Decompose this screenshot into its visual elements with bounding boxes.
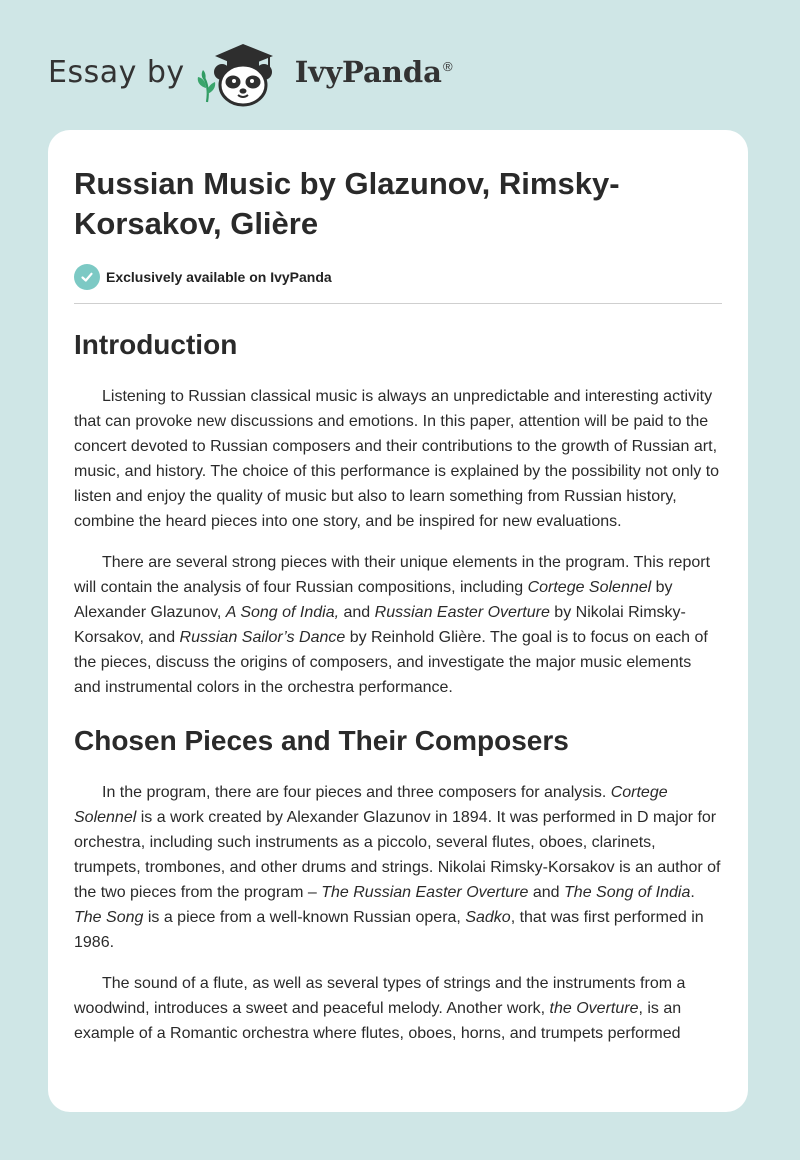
paragraph xyxy=(74,971,722,1046)
site-brand[interactable] xyxy=(48,36,453,108)
text-run: , that was first performed in 1986. xyxy=(74,909,704,951)
italic-title: Russian Easter Overture xyxy=(374,604,550,621)
brand-name: IvyPanda xyxy=(294,55,442,89)
exclusive-badge-label: Exclusively available on IvyPanda xyxy=(106,269,332,285)
italic-title: Russian Sailor’s Dance xyxy=(179,629,346,646)
text-run: by Reinhold Glière. The goal is to focus on each of the pieces, discuss the origins of composers, and investigate the major music elements and instrumental colors in the orchestra performance. xyxy=(74,629,708,696)
text-run: . xyxy=(690,884,695,901)
text-run: is a work created by Alexander Glazunov in 1894. It was performed in D major for orchestra, including such instruments as a piccolo, several flutes, oboes, clarinets, trumpets, trombones, and other drums and strings. Nikolai Rimsky-Korsakov is an author of the two pieces from the program – xyxy=(74,809,721,901)
text-run: In the program, there are four pieces and three composers for analysis. xyxy=(102,784,611,801)
italic-title: Sadko xyxy=(465,909,511,926)
italic-title: A Song of India, xyxy=(225,604,340,621)
italic-title: Cortege Solennel xyxy=(74,784,668,826)
article-card xyxy=(48,130,748,1112)
text-run: and xyxy=(528,884,565,901)
text-run: Listening to Russian classical music is always an unpredictable and interesting activity that can provoke new discussions and emotions. In this paper, attention will be paid to the concert devoted to Russian composers and their contributions to the growth of Russian art, music, and history. The choice of this performance is explained by the possibility not only to listen and enjoy the quality of music but also to learn something from Russian history, combine the heard pieces into one story, and be inspired for new evaluations. xyxy=(74,388,720,530)
divider xyxy=(74,303,722,304)
paragraph xyxy=(74,550,722,700)
check-icon xyxy=(74,264,100,290)
registered-mark: ® xyxy=(442,58,453,74)
italic-title: The Song xyxy=(74,909,144,926)
paragraph xyxy=(74,780,722,955)
section-heading-chosen-pieces: Chosen Pieces and Their Composers xyxy=(74,725,569,756)
text-run: by Alexander Glazunov, xyxy=(74,579,673,621)
text-run: and xyxy=(339,604,375,621)
article-title: Russian Music by Glazunov, Rimsky-Korsakov, Glière xyxy=(74,166,620,241)
exclusive-badge xyxy=(74,264,722,290)
paragraph xyxy=(74,384,722,534)
panda-logo-icon xyxy=(193,36,293,108)
italic-title: The Russian Easter Overture xyxy=(321,884,529,901)
section-heading-introduction: Introduction xyxy=(74,329,238,360)
text-run: There are several strong pieces with their unique elements in the program. This report will contain the analysis of four Russian compositions, including xyxy=(74,554,711,596)
italic-title: The Song of India xyxy=(564,884,691,901)
text-run: is a piece from a well-known Russian opera, xyxy=(143,909,466,926)
text-run: , is an example of a Romantic orchestra where flutes, oboes, horns, and trumpets performed xyxy=(74,1000,682,1042)
text-run: The sound of a flute, as well as several types of strings and the instruments from a woodwind, introduces a sweet and peaceful melody. Another work, xyxy=(74,975,686,1017)
italic-title: Cortege Solennel xyxy=(527,579,652,596)
brand-prefix: Essay by xyxy=(48,54,185,90)
italic-title: the Overture xyxy=(549,1000,639,1017)
text-run: by Nikolai Rimsky-Korsakov, and xyxy=(74,604,686,646)
